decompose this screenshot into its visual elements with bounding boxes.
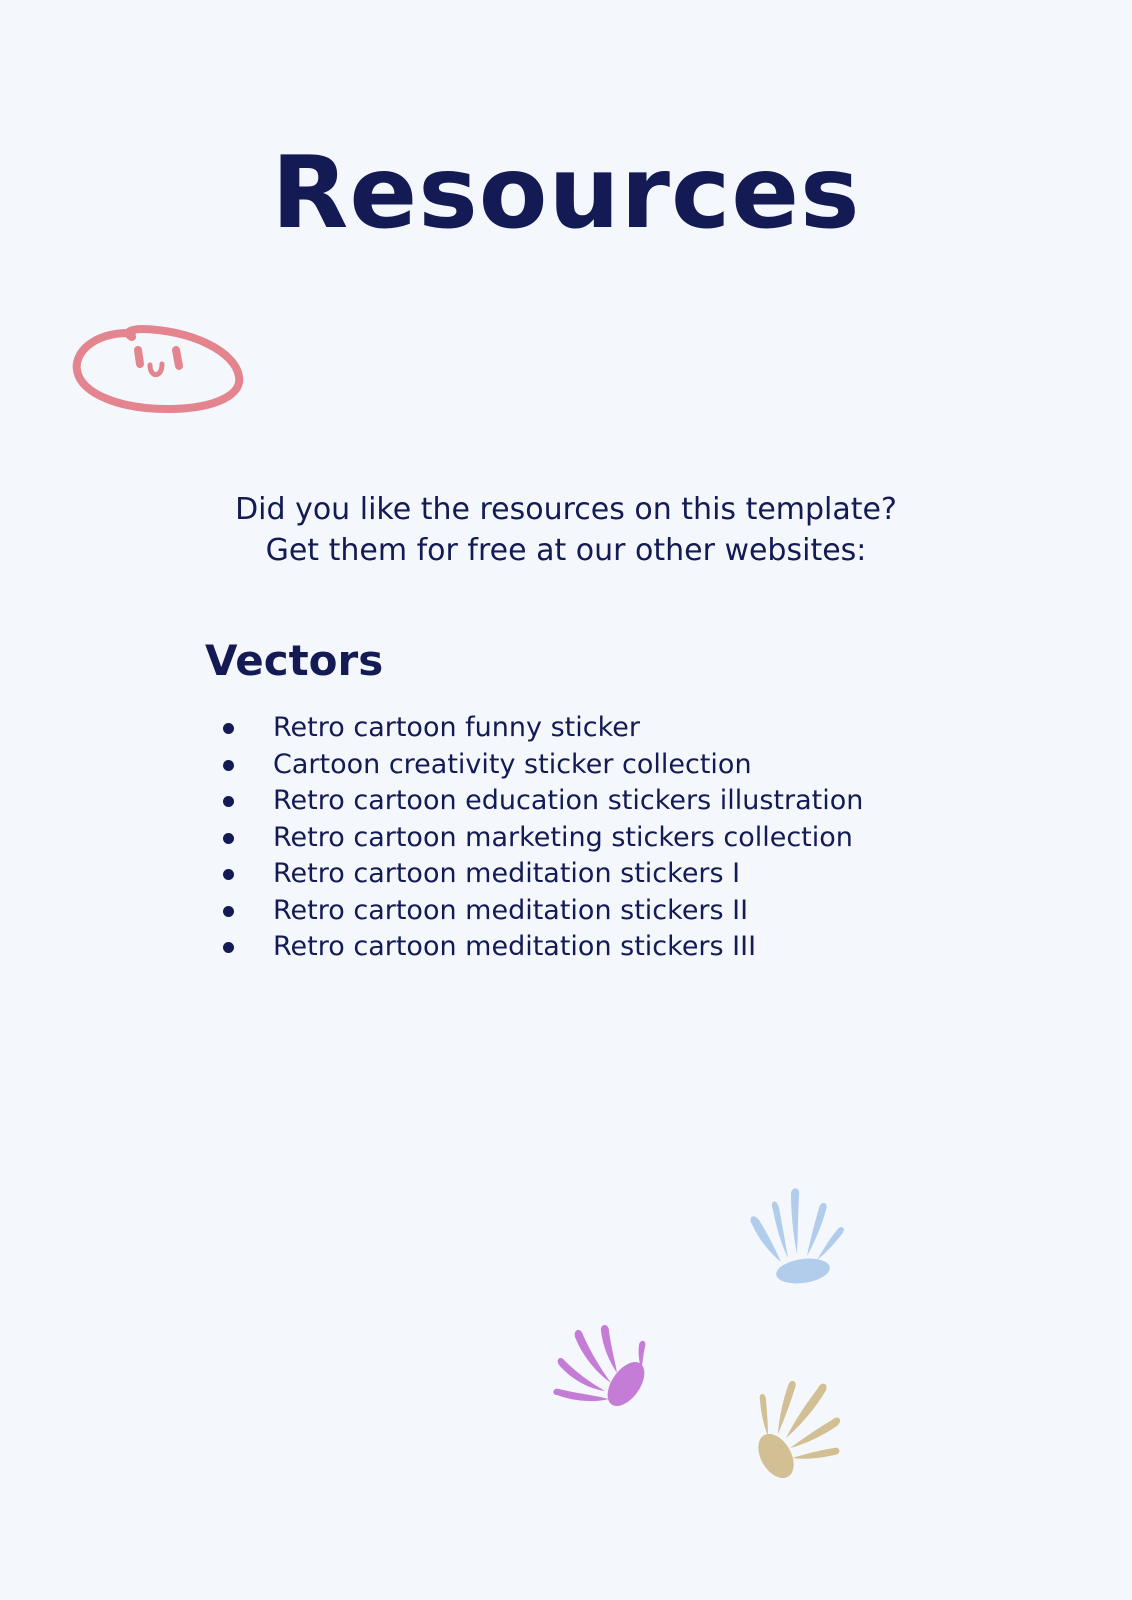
intro-line-2: Get them for free at our other websites: — [265, 533, 867, 568]
list-item-link[interactable]: Cartoon creativity sticker collection — [273, 748, 752, 780]
bullet-icon — [223, 723, 234, 734]
bullet-icon — [223, 869, 234, 880]
intro-text — [0, 489, 1132, 571]
list-item[interactable] — [205, 820, 863, 857]
vectors-link-list — [205, 710, 863, 966]
bullet-icon — [223, 760, 234, 771]
list-item-link[interactable]: Retro cartoon education stickers illustration — [273, 785, 864, 816]
bullet-icon — [223, 833, 234, 844]
section-heading-vectors: Vectors — [205, 636, 384, 685]
list-item-link[interactable]: Retro cartoon funny sticker — [273, 712, 640, 743]
page-title: Resources — [271, 134, 861, 251]
blue-shell-doodle-icon — [745, 1188, 855, 1293]
smiley-left-eye — [138, 350, 140, 364]
purple-shell-doodle-icon — [553, 1325, 658, 1430]
bullet-icon — [223, 942, 234, 953]
list-item-link[interactable]: Retro cartoon meditation stickers III — [273, 931, 757, 962]
smiley-outline — [77, 329, 240, 409]
smiley-right-eye — [176, 350, 179, 366]
list-item-link[interactable]: Retro cartoon marketing stickers collection — [273, 821, 853, 853]
bullet-icon — [223, 906, 234, 917]
intro-line-1: Did you like the resources on this template? — [235, 492, 897, 527]
list-item[interactable] — [205, 747, 863, 784]
list-item[interactable] — [205, 783, 863, 820]
list-item[interactable] — [205, 856, 863, 893]
bullet-icon — [223, 796, 234, 807]
list-item-link[interactable]: Retro cartoon meditation stickers II — [273, 894, 749, 926]
list-item[interactable] — [205, 929, 863, 966]
list-item-link[interactable]: Retro cartoon meditation stickers I — [273, 858, 741, 889]
list-item[interactable] — [205, 893, 863, 930]
tan-shell-doodle-icon — [752, 1380, 857, 1485]
smiley-doodle-icon — [72, 322, 247, 422]
list-item[interactable] — [205, 710, 863, 747]
smiley-mouth — [150, 364, 162, 375]
